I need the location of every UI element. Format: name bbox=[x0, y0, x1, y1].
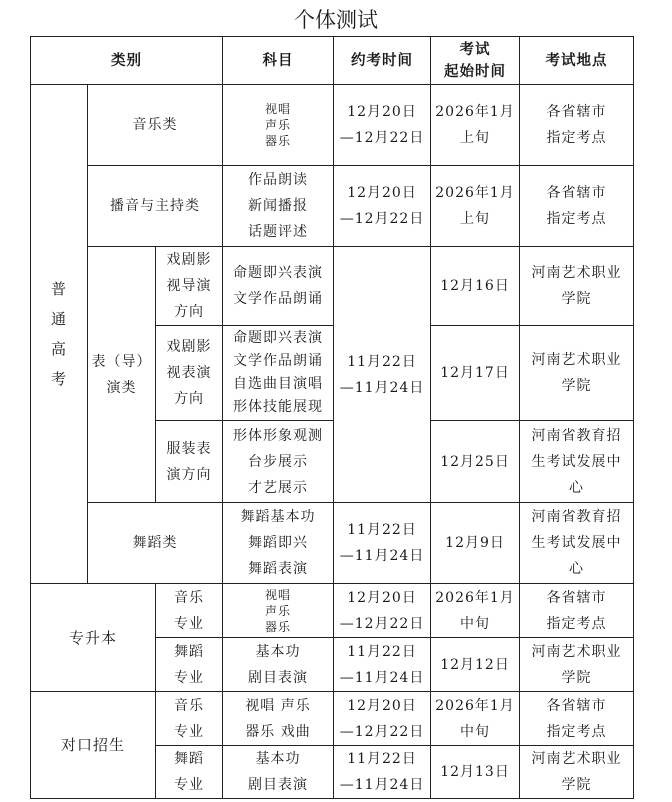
subject-cell: 视唱 声乐 器乐 bbox=[223, 85, 334, 166]
category-cell: 舞蹈 专业 bbox=[156, 638, 223, 692]
appointment-cell: 12月20日 —12月22日 bbox=[334, 692, 431, 746]
start-cell: 12月17日 bbox=[431, 326, 520, 421]
group-duikou: 对口招生 bbox=[31, 692, 156, 799]
start-cell: 2026年1月 中旬 bbox=[431, 584, 520, 638]
start-cell: 2026年1月 中旬 bbox=[431, 692, 520, 746]
start-cell: 12月16日 bbox=[431, 247, 520, 326]
table-row bbox=[31, 692, 634, 746]
category-cell: 音乐 专业 bbox=[156, 584, 223, 638]
appointment-cell: 12月20日 —12月22日 bbox=[334, 85, 431, 166]
table-row bbox=[31, 503, 634, 584]
start-cell: 12月9日 bbox=[431, 503, 520, 584]
location-cell: 河南艺术职业 学院 bbox=[520, 746, 634, 799]
header-subject: 科目 bbox=[223, 37, 334, 85]
category-cell: 播音与主持类 bbox=[88, 166, 223, 247]
location-cell: 河南省教育招 生考试发展中 心 bbox=[520, 421, 634, 503]
exam-schedule-table bbox=[30, 36, 634, 799]
table-row bbox=[31, 247, 634, 326]
category-cell: 音乐 专业 bbox=[156, 692, 223, 746]
appointment-cell: 11月22日 —11月24日 bbox=[334, 638, 431, 692]
location-cell: 河南艺术职业 学院 bbox=[520, 638, 634, 692]
subject-cell: 作品朗读 新闻播报 话题评述 bbox=[223, 166, 334, 247]
location-cell: 河南艺术职业 学院 bbox=[520, 326, 634, 421]
table-row bbox=[31, 166, 634, 247]
location-cell: 各省辖市 指定考点 bbox=[520, 85, 634, 166]
start-cell: 2026年1月 上旬 bbox=[431, 85, 520, 166]
group-biaoyan: 表（导） 演类 bbox=[88, 247, 156, 503]
group-zhuanshengben: 专升本 bbox=[31, 584, 156, 692]
table-row bbox=[31, 85, 634, 166]
location-cell: 河南艺术职业 学院 bbox=[520, 247, 634, 326]
location-cell: 各省辖市 指定考点 bbox=[520, 584, 634, 638]
subject-cell: 基本功 剧目表演 bbox=[223, 746, 334, 799]
header-appointment: 约考时间 bbox=[334, 37, 431, 85]
appointment-cell: 12月20日 —12月22日 bbox=[334, 584, 431, 638]
location-cell: 各省辖市 指定考点 bbox=[520, 692, 634, 746]
header-category: 类别 bbox=[31, 37, 223, 85]
group-putong: 普 通 高 考 bbox=[31, 85, 88, 584]
appointment-cell: 11月22日 —11月24日 bbox=[334, 746, 431, 799]
start-cell: 12月25日 bbox=[431, 421, 520, 503]
category-cell: 戏剧影 视导演 方向 bbox=[156, 247, 223, 326]
location-cell: 河南省教育招 生考试发展中 心 bbox=[520, 503, 634, 584]
category-cell: 音乐类 bbox=[88, 85, 223, 166]
location-cell: 各省辖市 指定考点 bbox=[520, 166, 634, 247]
start-cell: 12月13日 bbox=[431, 746, 520, 799]
subject-cell: 视唱 声乐 器乐 bbox=[223, 584, 334, 638]
header-start: 考试 起始时间 bbox=[431, 37, 520, 85]
subject-cell: 命题即兴表演 文学作品朗诵 bbox=[223, 247, 334, 326]
header-row bbox=[31, 37, 634, 85]
appointment-cell: 11月22日 —11月24日 bbox=[334, 247, 431, 503]
subject-cell: 舞蹈基本功 舞蹈即兴 舞蹈表演 bbox=[223, 503, 334, 584]
subject-cell: 视唱 声乐 器乐 戏曲 bbox=[223, 692, 334, 746]
category-cell: 舞蹈 专业 bbox=[156, 746, 223, 799]
category-cell: 舞蹈类 bbox=[88, 503, 223, 584]
appointment-cell: 12月20日 —12月22日 bbox=[334, 166, 431, 247]
table-row bbox=[31, 584, 634, 638]
subject-cell: 形体形象观测 台步展示 才艺展示 bbox=[223, 421, 334, 503]
page-title: 个体测试 bbox=[294, 8, 378, 32]
category-cell: 服装表 演方向 bbox=[156, 421, 223, 503]
appointment-cell: 11月22日 —11月24日 bbox=[334, 503, 431, 584]
subject-cell: 命题即兴表演 文学作品朗诵 自选曲目演唱 形体技能展现 bbox=[223, 326, 334, 421]
subject-cell: 基本功 剧目表演 bbox=[223, 638, 334, 692]
category-cell: 戏剧影 视表演 方向 bbox=[156, 326, 223, 421]
start-cell: 2026年1月 上旬 bbox=[431, 166, 520, 247]
header-location: 考试地点 bbox=[520, 37, 634, 85]
start-cell: 12月12日 bbox=[431, 638, 520, 692]
